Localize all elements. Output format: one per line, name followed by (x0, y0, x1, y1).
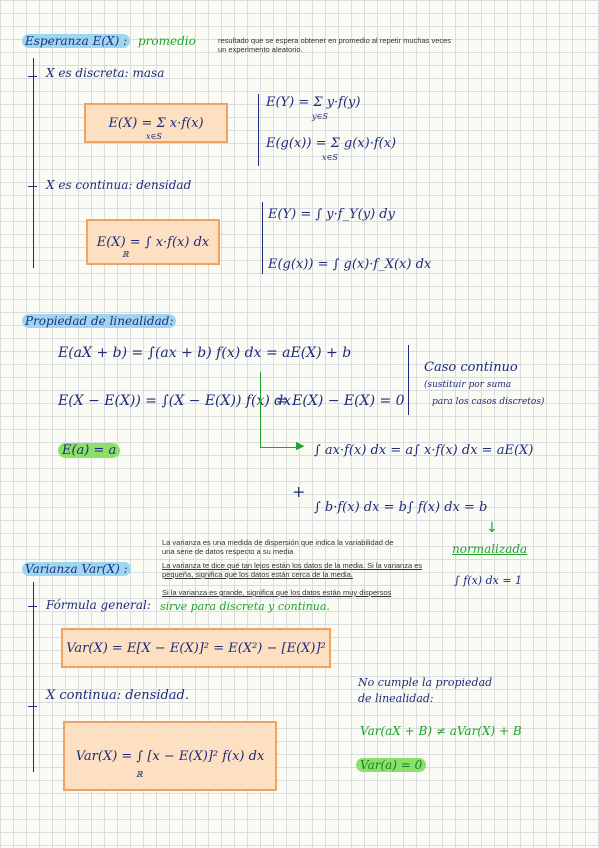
linealidad-eq3: ∫ ax·f(x) dx = a∫ x·f(x) dx = aE(X) (314, 443, 534, 458)
general-note: sirve para discreta y continua. (160, 600, 330, 613)
discreta-brace (258, 94, 259, 166)
discreta-g-subscript: x∈S (322, 153, 338, 162)
continua-label: X es continua: densidad (46, 178, 192, 192)
no-cumple-2: de linealidad: (358, 692, 434, 705)
caso-note-1: (sustituir por suma (424, 380, 512, 390)
varianza-note-1: La varianza es una medida de dispersión que indica la variabilidad de una serie de datos respecto a su media (162, 538, 394, 556)
var-a-highlight: Var(a) = 0 (356, 758, 426, 772)
esperanza-title: Esperanza E(X) : promedio (22, 34, 196, 48)
esperanza-bracket (33, 58, 34, 268)
discreta-y-formula: E(Y) = Σ y·f(y) (266, 95, 361, 110)
varianza-note-3: Si la varianza es grande, significa que los datos están muy dispersos (162, 588, 392, 597)
linealidad-eq2-left: E(X − E(X)) = ∫(X − E(X)) f(x) dx (58, 393, 292, 409)
continua-y-formula: E(Y) = ∫ y·f_Y(y) dy (268, 207, 395, 222)
linealidad-eq4: ∫ b·f(x) dx = b∫ f(x) dx = b (314, 500, 488, 515)
continua-var-formula: Var(X) = ∫ [x − E(X)]² f(x) dx (75, 748, 265, 764)
caso-continuo-title: Caso continuo (424, 360, 518, 375)
continua-brace (262, 202, 263, 274)
continua-var-label: X continua: densidad. (46, 688, 189, 703)
linealidad-title: Propiedad de linealidad: (22, 314, 176, 328)
esperanza-note: resultado que se espera obtener en promedio al repetir muchas veces un experimento aleatorio. (218, 36, 452, 54)
continua-formula-box (86, 219, 220, 265)
caso-brace (408, 345, 409, 415)
esperanza-subtitle: promedio (137, 34, 196, 48)
continua-var-box (63, 721, 277, 791)
normalizada-label: normalizada (452, 542, 528, 556)
varianza-bracket (33, 582, 34, 772)
arrow-head-icon: ▶ (296, 439, 305, 452)
plus-sign: + (292, 482, 306, 501)
normalizada-eq: ∫ f(x) dx = 1 (454, 574, 523, 587)
linealidad-eq1: E(aX + b) = ∫(ax + b) f(x) dx = aE(X) + b (58, 345, 352, 361)
split-arrow-stem (260, 372, 261, 447)
bullet-dash (28, 706, 37, 707)
bullet-dash (28, 76, 37, 77)
no-cumple-1: No cumple la propiedad (358, 676, 493, 689)
discreta-y-subscript: y∈S (312, 112, 328, 121)
general-formula-box (61, 628, 331, 668)
continua-formula: E(X) = ∫ x·f(x) dx (96, 234, 210, 250)
continua-var-subscript: ℝ (136, 770, 143, 779)
discreta-label: X es discreta: masa (46, 66, 165, 80)
continua-g-formula: E(g(x)) = ∫ g(x)·f_X(x) dx (268, 257, 432, 272)
varianza-title: Varianza Var(X) : (22, 562, 131, 576)
ea-highlight: E(a) = a (58, 443, 120, 458)
varianza-note-2: La varianza te dice qué tan lejos están los datos de la media. Si la varianza es pequeña, significa que los datos están cerca de la media. (162, 561, 423, 579)
discreta-subscript: x∈S (146, 132, 162, 141)
bullet-dash (28, 606, 37, 607)
general-formula: Var(X) = E[X − E(X)]² = E(X²) − [E(X)]² (66, 640, 326, 656)
check-down-icon: ↓ (486, 520, 498, 536)
general-label: Fórmula general: (46, 598, 151, 612)
split-arrow-line (260, 447, 300, 448)
bullet-dash (28, 186, 37, 187)
discreta-g-formula: E(g(x)) = Σ g(x)·f(x) (266, 136, 397, 151)
discreta-formula: E(X) = Σ x·f(x) (108, 115, 204, 131)
linealidad-eq2-right: = E(X) − E(X) = 0 (276, 393, 405, 409)
no-lineal-eq: Var(aX + B) ≠ aVar(X) + B (360, 724, 522, 738)
continua-subscript: ℝ (122, 250, 129, 259)
caso-note-2: para los casos discretos) (432, 397, 545, 407)
